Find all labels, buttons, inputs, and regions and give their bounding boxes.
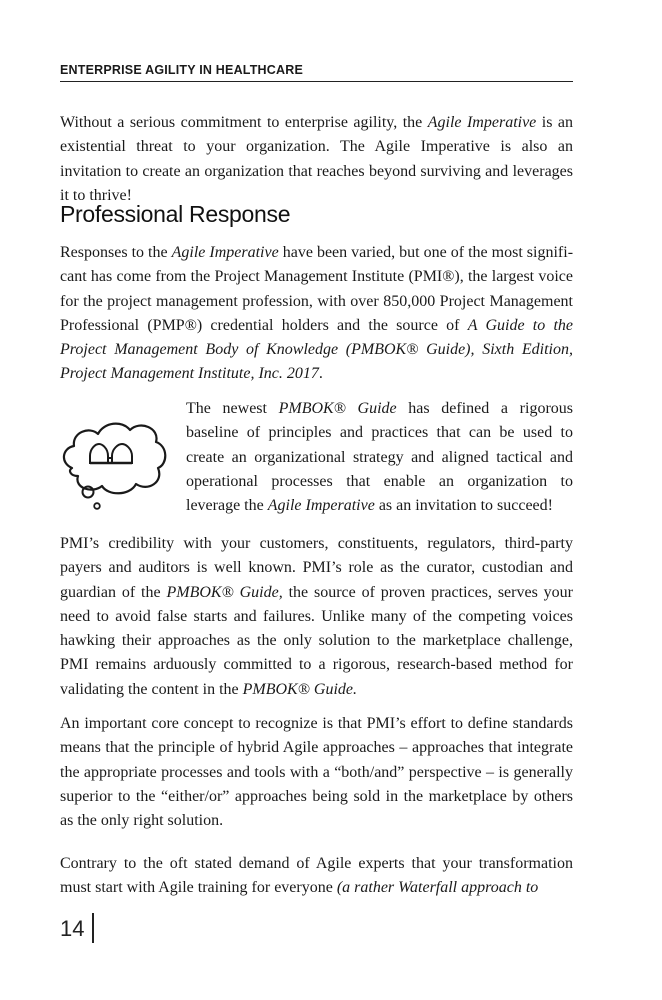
p1-text-segment: have been varied, but one of the most significant has come from the Project Management Institute (PMI®), the largest voice for the project management profession, with over 850,000 Project Management Professional (PMP®) credential holders and the source of: [60, 244, 574, 334]
p2-text-segment: has defined a rigorous baseline of principles and practices that can be used to create an organizational strategy and aligned tactical and operational processes that enable an organization to leverage the: [186, 400, 573, 515]
paragraph-pmi-credibility: [60, 532, 573, 702]
intro-text-segment: Without a serious commitment to enterprise agility, the: [60, 114, 428, 131]
intro-paragraph: [60, 111, 573, 208]
p2-text-segment: Agile Imperative: [267, 497, 375, 515]
section-heading: Professional Response: [60, 201, 291, 227]
paragraph-professional-response: [60, 241, 573, 387]
p3-text-segment: PMI’s credibility with your customers, constituents, regulators, third-party payers and auditors is well known. PMI’s role as the curator, custodian and guardian of the: [60, 535, 573, 601]
p4-text-segment: An important core concept to recognize is that PMI’s effort to define standards means that the principle of hybrid Agile approaches – approaches that integrate the appropriate processes and tools with a “both/and” perspective – is generally superior to the “either/or” approaches being sold in the marketplace by others as the only right solution.: [60, 715, 573, 830]
p3-text-segment: PMBOK® Guide,: [166, 583, 283, 601]
p1-text-segment: A Guide to the Project Management Body of Knowledge (PMBOK® Guide), Sixth Edition, Project Management Institute, Inc. 2017: [60, 316, 573, 383]
p2-text-segment: as an invitation to succeed!: [374, 497, 553, 515]
p1-text-segment: Responses to the: [60, 244, 172, 261]
p1-text-segment: .: [318, 365, 323, 383]
running-head: ENTERPRISE AGILITY IN HEALTHCARE: [60, 63, 573, 82]
p5-text-segment: (a rather Waterfall approach to: [336, 879, 539, 897]
intro-text-segment: Agile Imperative: [427, 114, 537, 131]
p2-text-segment: The newest: [186, 400, 279, 417]
thought-bubble-glasses-icon: [60, 408, 170, 518]
p5-text-segment: Contrary to the oft stated demand of Agile experts that your transformation must start with Agile training for everyone: [60, 855, 573, 897]
p3-text-segment: PMBOK® Guide.: [242, 680, 357, 698]
paragraph-pmbok-guide: [186, 397, 573, 518]
p3-text-segment: the source of proven practices, serves your need to avoid false starts and failures. Unlike many of the competing voices hawking their approaches as the only solution to the marketplace challenge, PMI remains arduously committed to a rigorous, research-based method for validating the content in the: [60, 583, 574, 698]
paragraph-hybrid-agile: [60, 712, 573, 833]
p2-text-segment: PMBOK® Guide: [278, 400, 397, 417]
page-number-divider: [92, 913, 94, 943]
p1-text-segment: Agile Imperative: [171, 244, 279, 261]
paragraph-agile-training: [60, 852, 573, 901]
intro-text-segment: is an existential threat to your organization. The Agile Imperative is also an invitation to create an organization that reaches beyond surviving and leverages it to thrive!: [60, 114, 574, 204]
page-number: 14: [60, 916, 85, 941]
